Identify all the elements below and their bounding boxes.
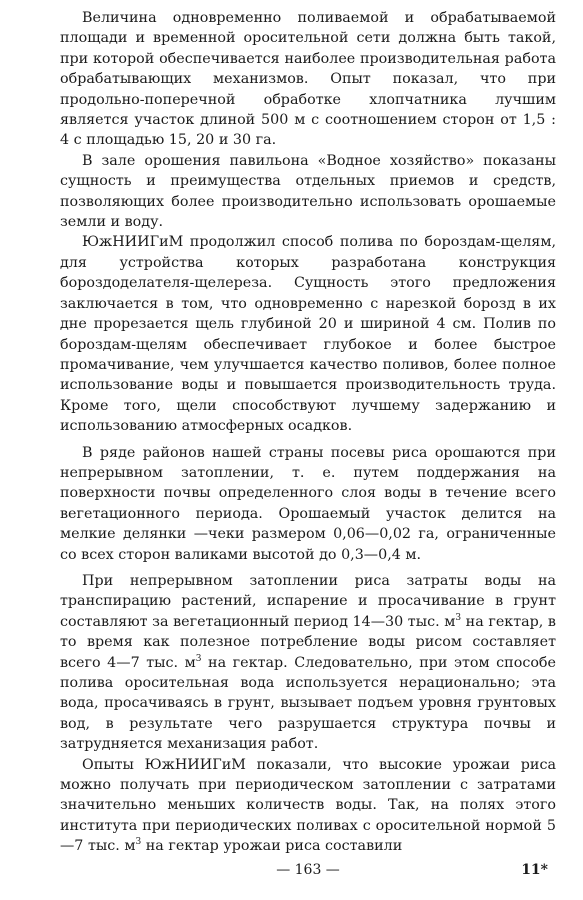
paragraph-3: ЮжНИИГиМ продолжил способ полива по бороздам-щелям, для устройства которых разработана конструкция бороздоделателя-щелереза. Сущность этого предложения заключается в том, что одновременно с нарезкой борозд в их дне прорезается щель глубиной 20 и шириной 4 см. Полив по бороздам-щелям обеспечивает глубокое и более быстрое промачивание, чем улучшается качество поливов, более полное использование воды и повышается производительность труда. Кроме того, щели способствуют лучшему задержанию и использованию атмосферных осадков. [60,234,556,435]
superscript-cubic-1: 3 [455,613,462,624]
paragraph-5 [60,571,556,755]
superscript-cubic-2: 3 [195,653,202,664]
paragraph-1: Величина одновременно поливаемой и обрабатываемой площади и временной оросительной сети должна быть такой, при которой обеспечивается наиболее производительная работа обрабатывающих механизмов. Опыт показал, что при продольно-поперечной обработке хлопчатника лучшим является участок длиной 500 м с соотношением сторон от 1,5 : 4 с площадью 15, 20 и 30 га. [60,10,556,149]
paragraph-6-text-a: Опыты ЮжНИИГиМ показали, что высокие урожаи риса можно получать при периодическом затоплении с затратами значительно меньших количеств воды. Так, на полях этого института при периодических поливах с оросительной нормой 5—7 тыс. м [60,756,556,855]
paragraph-4: В ряде районов нашей страны посевы риса орошаются при непрерывном затоплении, т. е. путем поддержания на поверхности почвы определенного слоя воды в течение всего вегетационного периода. Орошаемый участок делится на мелкие делянки —чеки размером 0,06—0,02 га, ограниченные со всех сторон валиками высотой до 0,3—0,4 м. [60,444,556,563]
superscript-cubic-3: 3 [135,837,142,848]
paragraph-5-text-b: на гектар, в то время как полезное потребление воды рисом составляет всего 4—7 тыс. м [60,613,556,671]
printer-signature-mark: 11* [521,862,548,878]
paragraph-2: В зале орошения павильона «Водное хозяйство» показаны сущность и преимущества отдельных приемов и средств, позволяющих более производительно использовать орошаемые земли и воду. [60,152,556,231]
paragraph-6-text-b: на гектар урожаи риса составили [141,838,403,855]
page-number: — 163 — [276,862,340,878]
page-body [60,8,556,857]
page-footer [60,862,556,884]
paragraph-6 [60,755,556,857]
paragraph-5-text-a: При непрерывном затоплении риса затраты воды на транспирацию растений, испарение и просачивание в грунт составляют за вегетационный период 14—30 тыс. м [60,572,556,630]
paragraph-5-text-c: на гектар. Следовательно, при этом способе полива оросительная вода используется нерационально; эта вода, просачиваясь в грунт, вызывает подъем уровня грунтовых вод, в результате чего разрушается структура почвы и затрудняется механизация работ. [60,654,557,753]
